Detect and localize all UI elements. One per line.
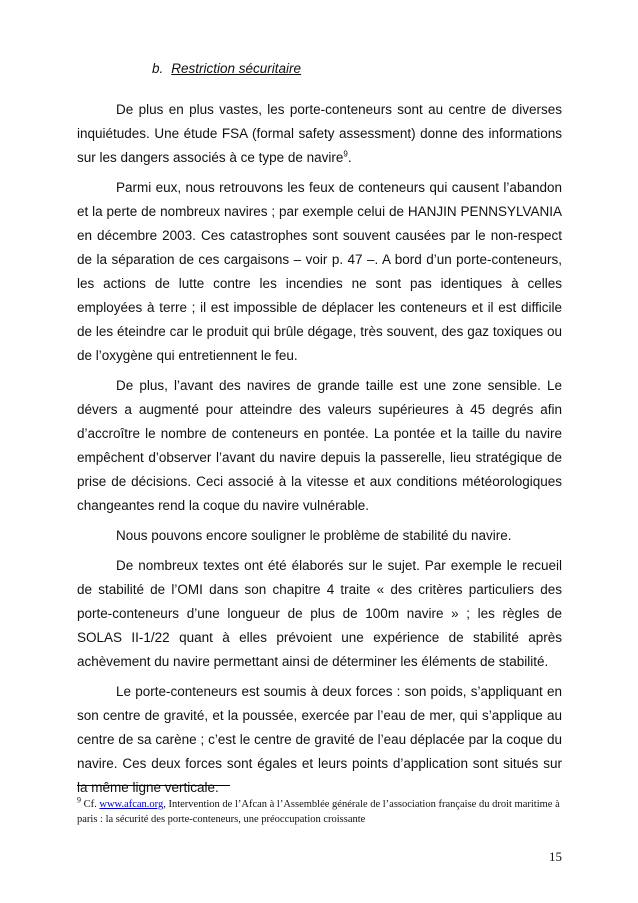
body-text [77,98,562,806]
footnote-link[interactable]: www.afcan.org [99,799,164,810]
paragraph: Le porte-conteneurs est soumis à deux forces : son poids, s’appliquant en son centre de gravité, et la poussée, exercée par l’eau de mer, qui s’applique au centre de sa carène ; c’est le centre de gravité de l’eau déplacée par la coque du navire. Ces deux forces sont égales et leurs points d’application sont situés sur la même ligne verticale. [77,684,562,795]
footnote [77,797,562,827]
paragraph: De plus, l’avant des navires de grande taille est une zone sensible. Le dévers a augmenté pour atteindre des valeurs supérieures à 45 degrés afin d’accroître le nombre de conteneurs en pontée. La pontée et la taille du navire empêchent d’observer l’avant du navire depuis la passerelle, lieu stratégique de prise de décisions. Ceci associé à la vitesse et aux conditions météorologiques changeantes rend la coque du navire vulnérable. [77,378,562,513]
paragraph: Parmi eux, nous retrouvons les feux de conteneurs qui causent l’abandon et la perte de nombreux navires ; par exemple celui de HANJIN PENNSYLVANIA en décembre 2003. Ces catastrophes sont souvent causées par le non-respect de la séparation de ces cargaisons – voir p. 47 –. A bord d’un porte-conteneurs, les actions de lutte contre les incendies ne sont pas identiques à celles employées à terre ; il est impossible de déplacer les conteneurs et il est difficile de les éteindre car le produit qui brûle dégage, très souvent, des gaz toxiques ou de l’oxygène qui entretiennent le feu. [77,180,562,363]
section-title: Restriction sécuritaire [171,61,302,76]
paragraph-end: . [347,150,352,165]
paragraph: Nous pouvons encore souligner le problème de stabilité du navire. [116,528,512,543]
footnote-text: , Intervention de l’Afcan à l’Assemblée générale de l’association française du droit maritime à paris : la sécurité des porte-conteneurs, une préoccupation croissante [77,799,560,825]
page-number: 15 [549,849,562,864]
section-heading [152,61,301,76]
paragraph [77,98,562,170]
paragraph: De nombreux textes ont été élaborés sur le sujet. Par exemple le recueil de stabilité de l’OMI dans son chapitre 4 traite « des critères particuliers des porte-conteneurs d’une longueur de plus de 100m navire » ; les règles de SOLAS II-1/22 quant à elles prévoient une expérience de stabilité après achèvement du navire permettant ainsi de déterminer les éléments de stabilité. [77,558,562,669]
paragraph-text: De plus en plus vastes, les porte-conteneurs sont au centre de diverses inquiétudes. Une étude FSA (formal safety assessment) donne des informations sur les dangers associés à ce type de navire [77,102,562,165]
footnote-separator [77,785,230,786]
footnote-reference[interactable]: 9 [343,149,348,159]
footnote-number: 9 [77,795,81,805]
footnote-prefix: Cf. [83,799,97,810]
section-number: b. [152,61,164,76]
